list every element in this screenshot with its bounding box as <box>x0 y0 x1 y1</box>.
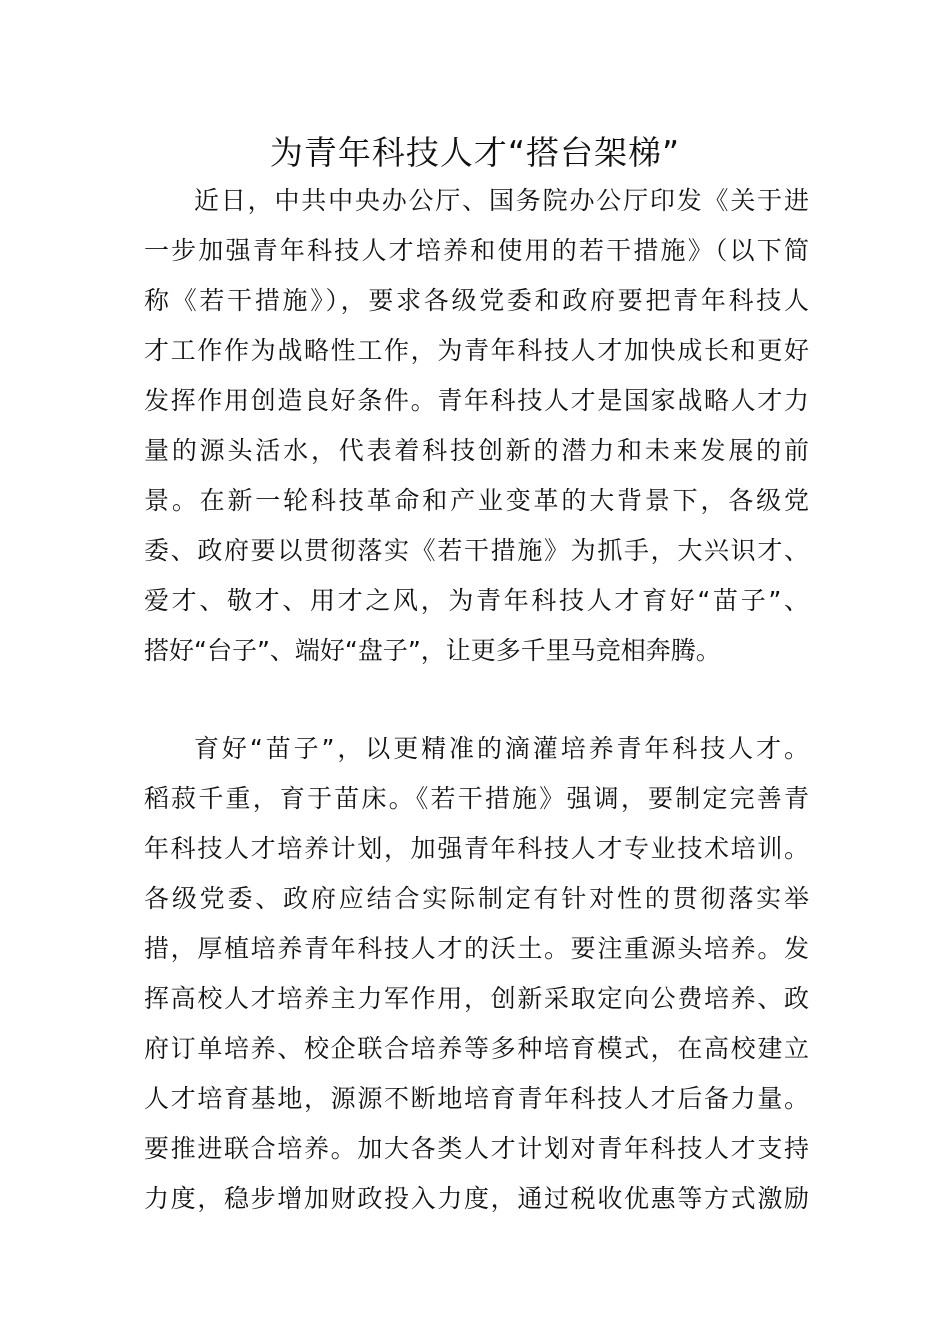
text-line: 量的源头活水，代表着科技创新的潜力和未来发展的前 <box>144 436 809 465</box>
text-line: 一步加强青年科技人才培养和使用的若干措施》（以下简 <box>144 236 809 265</box>
text-line: 措，厚植培养青年科技人才的沃土。要注重源头培养。发 <box>144 934 809 963</box>
text-line: 委、政府要以贯彻落实《若干措施》为抓手，大兴识才、 <box>144 536 809 565</box>
text-line: 爱才、敬才、用才之风，为青年科技人才育好“苗子”、 <box>144 586 809 615</box>
text-line: 力度，稳步增加财政投入力度，通过税收优惠等方式激励 <box>144 1184 809 1213</box>
text-line: 搭好“台子”、端好“盘子”，让更多千里马竞相奔腾。 <box>144 636 721 665</box>
paragraph-2 <box>144 724 809 1224</box>
text-line: 景。在新一轮科技革命和产业变革的大背景下，各级党 <box>144 486 809 515</box>
text-line: 要推进联合培养。加大各类人才计划对青年科技人才支持 <box>144 1134 809 1163</box>
text-line: 发挥作用创造良好条件。青年科技人才是国家战略人才力 <box>144 386 809 415</box>
text-line: 各级党委、政府应结合实际制定有针对性的贯彻落实举 <box>144 884 809 913</box>
text-line: 才工作作为战略性工作，为青年科技人才加快成长和更好 <box>144 336 809 365</box>
paragraph-1 <box>144 176 809 676</box>
text-line: 育好“苗子”，以更精准的滴灌培养青年科技人才。 <box>194 734 809 763</box>
text-line: 近日，中共中央办公厅、国务院办公厅印发《关于进 <box>194 186 809 215</box>
text-line: 人才培育基地，源源不断地培育青年科技人才后备力量。 <box>144 1084 809 1113</box>
text-line: 年科技人才培养计划，加强青年科技人才专业技术培训。 <box>144 834 809 863</box>
text-line: 府订单培养、校企联合培养等多种培育模式，在高校建立 <box>144 1034 809 1063</box>
text-line: 挥高校人才培养主力军作用，创新采取定向公费培养、政 <box>144 984 809 1013</box>
text-line: 称《若干措施》），要求各级党委和政府要把青年科技人 <box>144 286 809 315</box>
document-title: 为青年科技人才“搭台架梯” <box>269 133 681 172</box>
text-line: 稻菽千重，育于苗床。《若干措施》强调，要制定完善青 <box>144 784 809 813</box>
